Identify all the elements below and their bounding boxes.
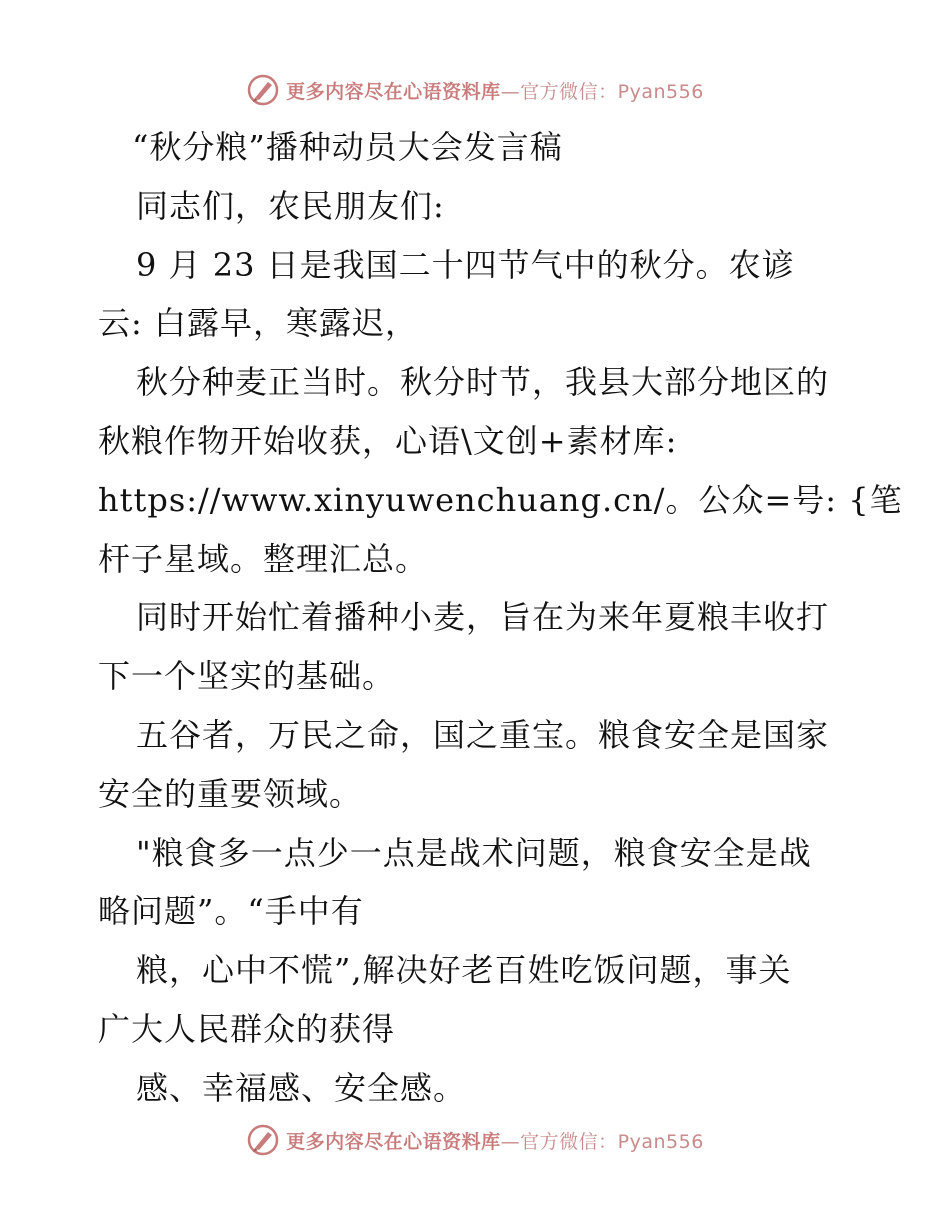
watermark-main-text: 更多内容尽在心语资料库 (286, 1130, 501, 1153)
paragraph-line: https://www.xinyuwenchuang.cn/。公众=号: {笔 (98, 480, 903, 519)
watermark-sub-text: —官方微信：Pyan556 (500, 1130, 704, 1153)
paragraph-line: 广大人民群众的获得 (98, 1009, 396, 1048)
paragraph-line: "粮食多一点少一点是战术问题，粮食安全是战 (136, 833, 812, 872)
paragraph-line: 同时开始忙着播种小麦，旨在为来年夏粮丰收打 (136, 598, 830, 637)
paragraph-line: 五谷者，万民之命，国之重宝。粮食安全是国家 (136, 715, 830, 754)
paragraph-line: 秋粮作物开始收获，心语\文创+素材库: (98, 421, 678, 460)
document-body (98, 118, 903, 1118)
paragraph-line: 9 月 23 日是我国二十四节气中的秋分。农谚 (136, 245, 795, 284)
quill-pen-logo-icon (246, 73, 280, 107)
paragraph-line: 粮，心中不慌”,解决好老百姓吃饭问题，事关 (136, 951, 792, 990)
watermark-sub-text: —官方微信：Pyan556 (500, 80, 704, 103)
quill-pen-logo-icon (246, 1123, 280, 1157)
paragraph-line: 杆子星域。整理汇总。 (98, 539, 429, 578)
paragraph-line: 略问题”。“手中有 (98, 892, 364, 931)
paragraph-line: 感、幸福感、安全感。 (136, 1068, 467, 1107)
watermark-text (286, 77, 704, 104)
paragraph-line: 安全的重要领域。 (98, 774, 363, 813)
salutation: 同志们，农民朋友们: (136, 186, 445, 225)
paragraph-line: 云: 白露早，寒露迟， (98, 304, 418, 343)
header-watermark (0, 70, 950, 110)
watermark-main-text: 更多内容尽在心语资料库 (286, 80, 501, 103)
paragraph-line: 秋分种麦正当时。秋分时节，我县大部分地区的 (136, 363, 830, 402)
footer-watermark (0, 1120, 950, 1160)
paragraph-line: 下一个坚实的基础。 (98, 657, 396, 696)
document-title: “秋分粮”播种动员大会发言稿 (132, 128, 563, 166)
watermark-text (286, 1127, 704, 1154)
